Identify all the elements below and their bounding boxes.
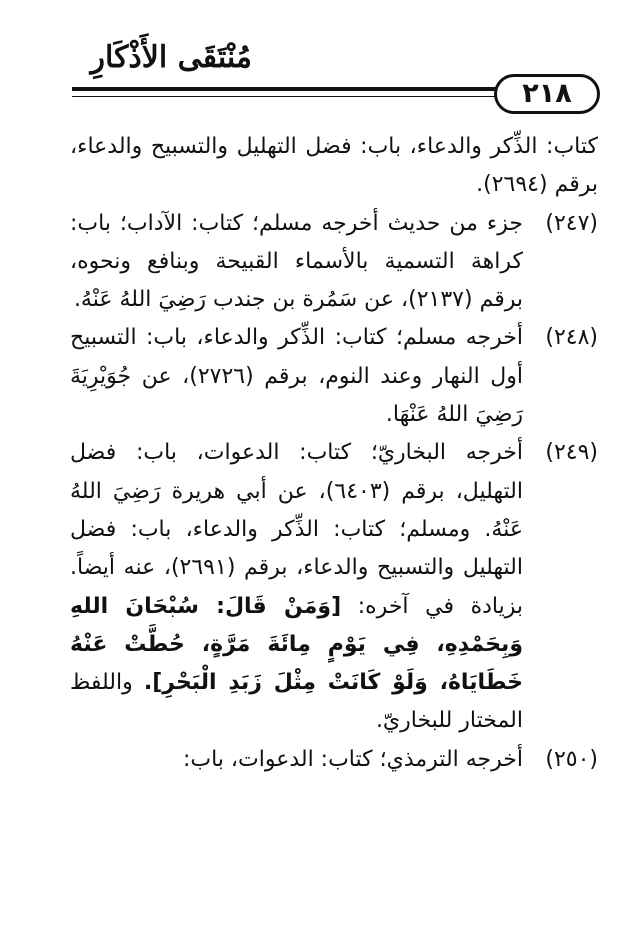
footnote-number: (٢٤٧): [545, 210, 598, 236]
footnote-249: [70, 434, 598, 740]
header-rule-thick: [72, 87, 500, 91]
footnote-247: [70, 205, 598, 320]
hadith-quote: [وَمَنْ قَالَ: سُبْحَانَ اللهِ وَبِحَمْدِهِ، فِي يَوْمٍ مِائَةَ مَرَّةٍ، حُطَّتْ عَنْهُ خَطَايَاهُ، وَلَوْ كَانَتْ مِثْلَ زَبَدِ الْبَحْرِ].: [70, 593, 524, 696]
footnote-text: أخرجه مسلم؛ كتاب: الذِّكر والدعاء، باب: التسبيح أول النهار وعند النوم، برقم (٢٧٢٦)، عن جُوَيْرِيَةَ رَضِيَ اللهُ عَنْهَا.: [70, 325, 523, 428]
header-rule-thin: [72, 96, 500, 97]
footnotes-block: [70, 128, 598, 779]
footnote-text-after: واللفظ المختار للبخاريّ.: [70, 670, 523, 734]
page-number: ٢١٨: [494, 74, 600, 114]
footnote-text: كتاب: الذِّكر والدعاء، باب: فضل التهليل والتسبيح والدعاء، برقم (٢٦٩٤).: [70, 134, 598, 198]
book-title: مُنْتَقَى الأَذْكَارِ: [90, 40, 252, 75]
footnote-text: أخرجه الترمذي؛ كتاب: الدعوات، باب:: [182, 746, 523, 772]
footnote-250: [70, 741, 598, 779]
footnote-continuation: [70, 128, 598, 205]
footnote-number: (٢٤٨): [545, 325, 598, 351]
footnote-number: (٢٥٠): [545, 746, 598, 772]
footnote-248: [70, 319, 598, 434]
footnote-text: جزء من حديث أخرجه مسلم؛ كتاب: الآداب؛ باب: كراهة التسمية بالأسماء القبيحة وبنافع ونحوه، برقم (٢١٣٧)، عن سَمُرة بن جندب رَضِيَ اللهُ عَنْهُ.: [70, 210, 523, 313]
footnote-text: أخرجه البخاريّ؛ كتاب: الدعوات، باب: فضل التهليل، برقم (٦٤٠٣)، عن أبي هريرة رَضِيَ اللهُ عَنْهُ. ومسلم؛ كتاب: الذِّكر والدعاء، باب: فضل التهليل والتسبيح والدعاء، برقم (٢٦٩١)، عنه أيضاً. بزيادة في آخره:: [70, 440, 523, 619]
page-header: [60, 38, 600, 108]
footnote-number: (٢٤٩): [545, 440, 598, 466]
